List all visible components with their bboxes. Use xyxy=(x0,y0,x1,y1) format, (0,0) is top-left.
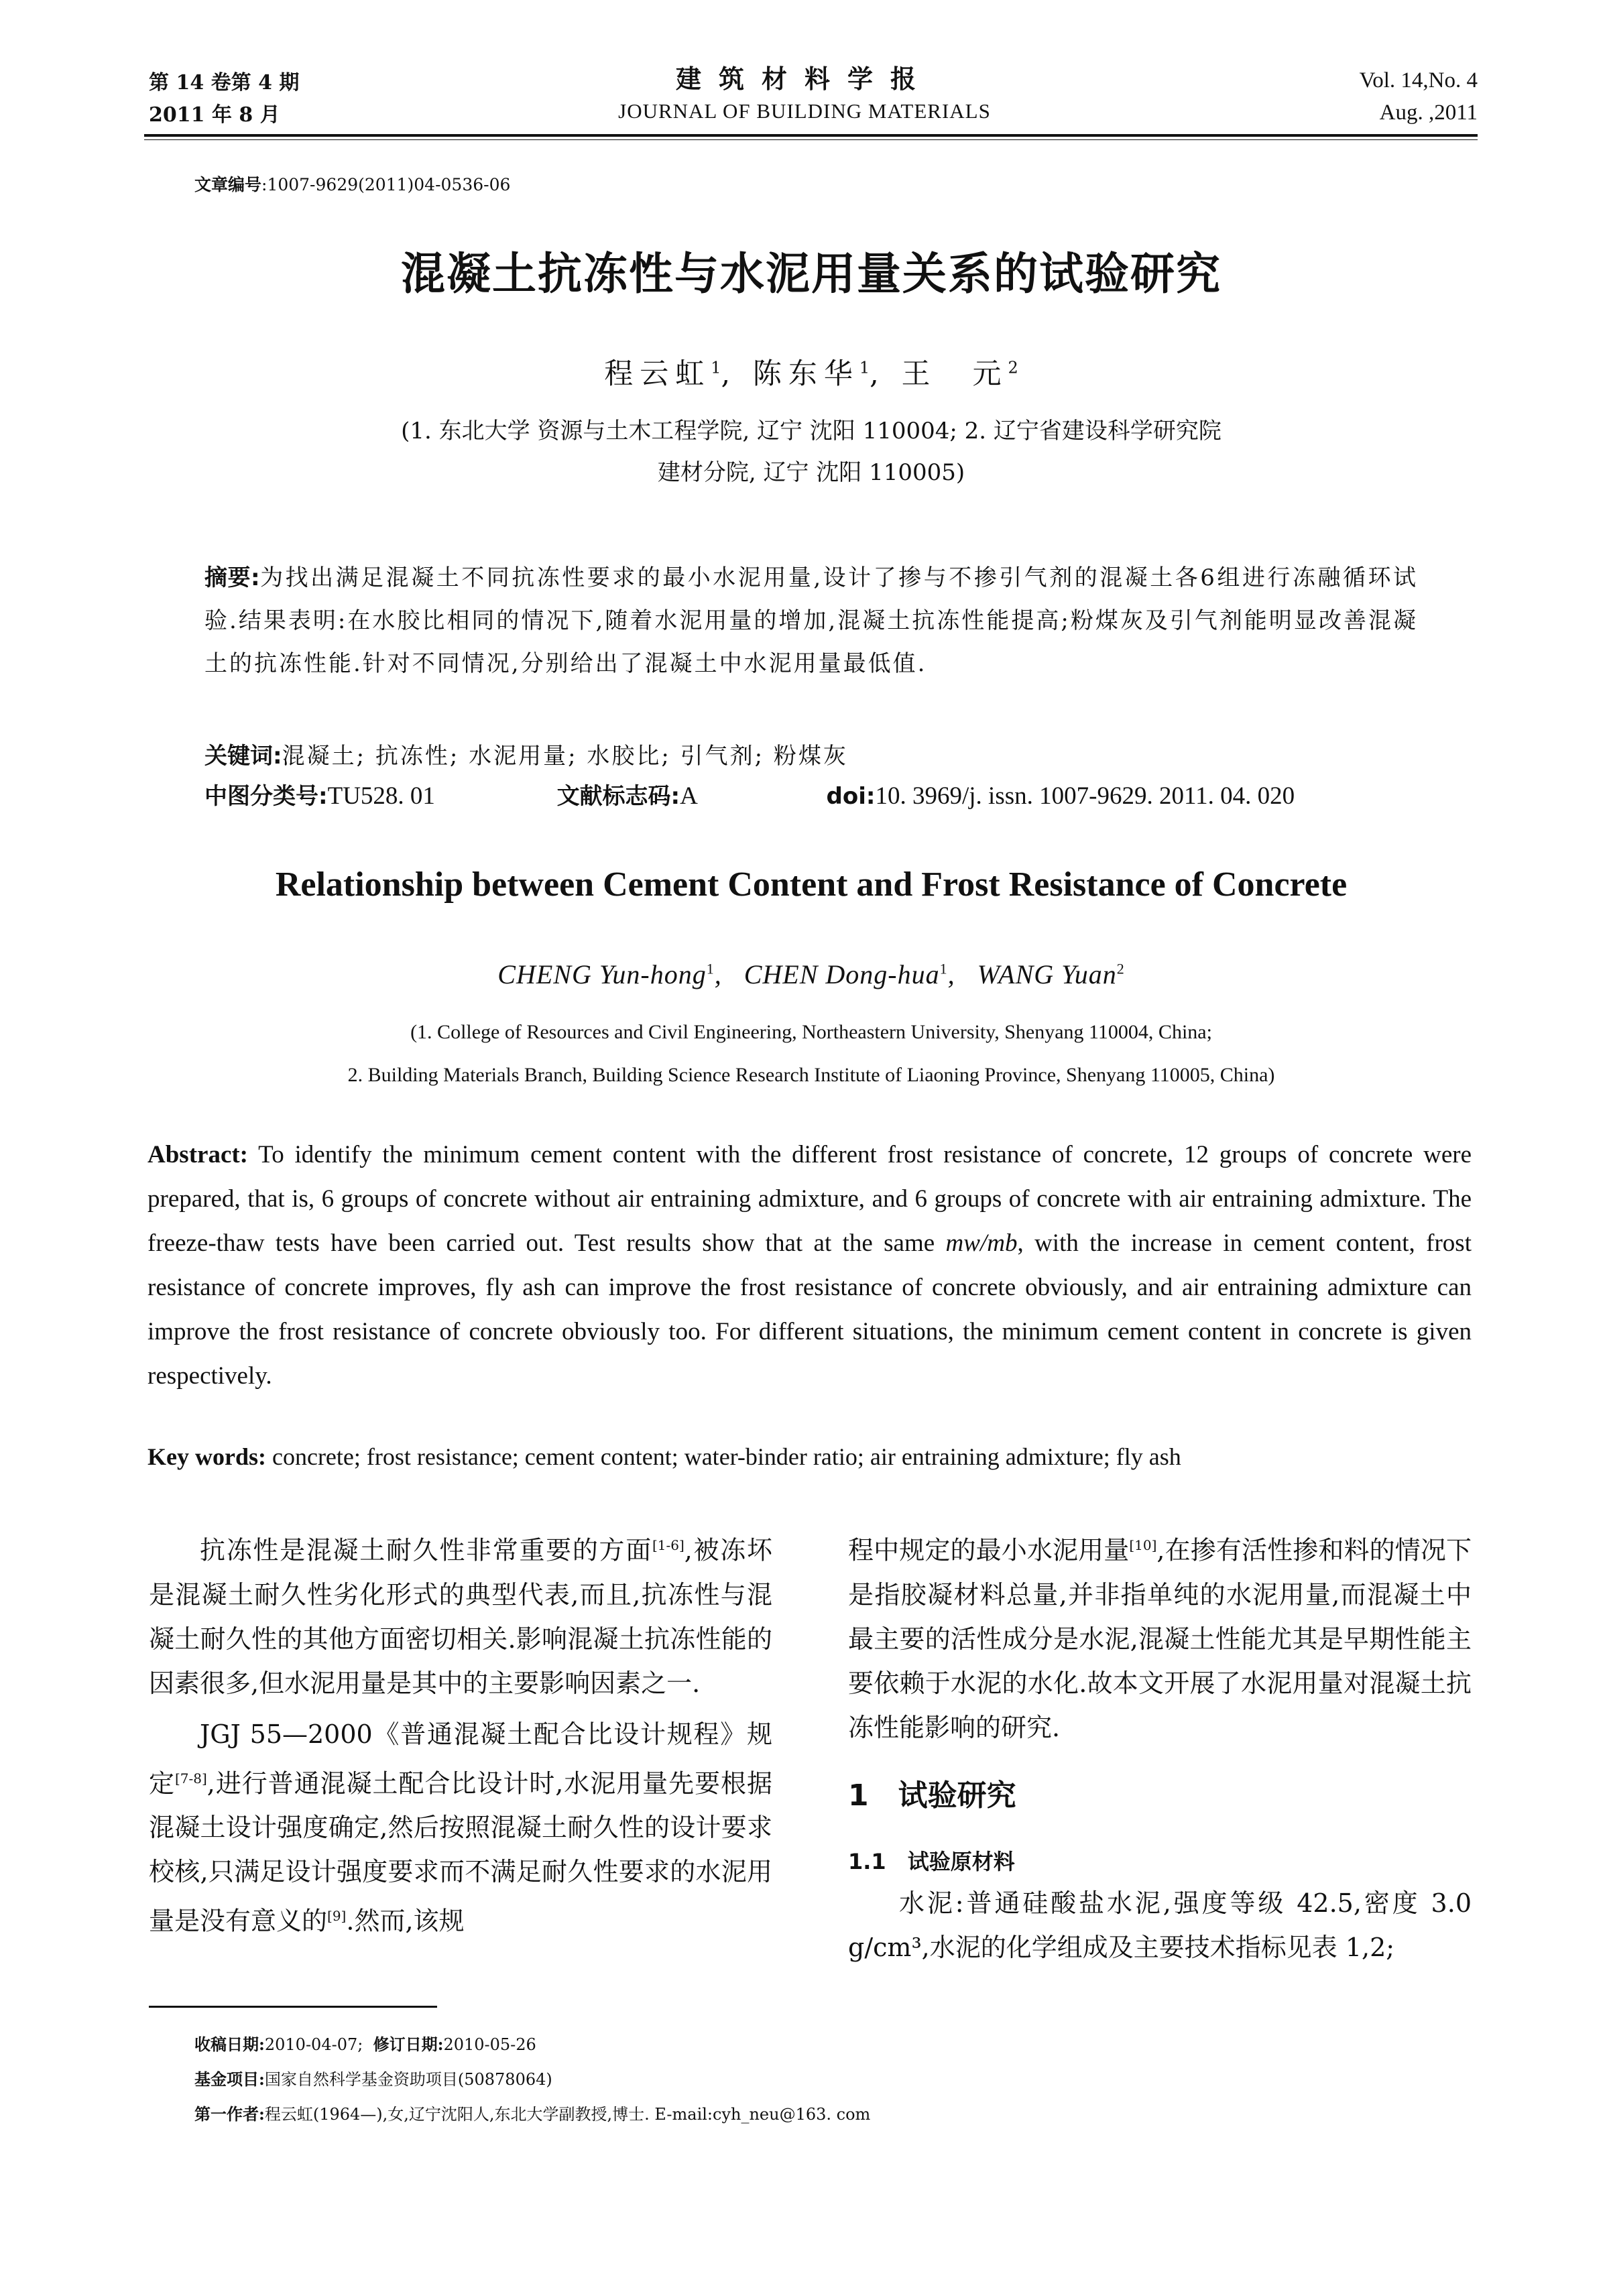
para3-text: 程中规定的最小水泥用量 xyxy=(848,1535,1130,1565)
journal-title xyxy=(469,62,1140,126)
abstract-en xyxy=(147,1133,1472,1398)
fund-label: 基金项目: xyxy=(194,2069,265,2089)
keywords-cn xyxy=(204,737,848,770)
article-number-label: 文章编号 xyxy=(194,175,262,194)
abstract-en-text-2: , with the increase in cement content, frost resistance of concrete improves, fly ash can improve the frost resistance of concrete obviously, and air entraining admixture can improve the frost resistance of concrete obviously too. For different situations, the minimum cement content in concrete is given respectively. xyxy=(147,1229,1472,1390)
abstract-cn-label: 摘要: xyxy=(204,564,260,591)
para3-rest: ,在掺有活性掺和料的情况下是指胶凝材料总量,并非指单纯的水泥用量,而混凝土中最主要的活性成分是水泥,混凝土性能尤其是早期性能主要依赖于水泥的水化.故本文开展了水泥用量对混凝土抗冻性能影响的研究. xyxy=(848,1535,1472,1742)
journal-name-cn: 建筑材料学报 xyxy=(675,64,933,94)
abstract-cn xyxy=(204,556,1418,685)
doi-value: 10. 3969/j. issn. 1007-9629. 2011. 04. 020 xyxy=(875,782,1295,810)
doc-code-value: A xyxy=(680,782,698,810)
first-author-label: 第一作者: xyxy=(194,2104,265,2124)
ref-9: [9] xyxy=(327,1908,347,1925)
author-cn-2-sup: 1 xyxy=(859,358,870,377)
revised-label: 修订日期: xyxy=(373,2035,444,2054)
para1-rest: ,被冻坏是混凝土耐久性劣化形式的典型代表,而且,抗冻性与混凝土耐久性的其他方面密切相关.影响混凝土抗冻性能的因素很多,但水泥用量是其中的主要影响因素之一. xyxy=(149,1535,772,1698)
para2-mid: ,进行普通混凝土配合比设计时,水泥用量先要根据混凝土设计强度确定,然后按照混凝土耐久性的设计要求校核,只满足设计强度要求而不满足耐久性要求的水泥用量是没有意义的 xyxy=(149,1768,772,1936)
keywords-en xyxy=(147,1443,1472,1471)
abstract-en-text-1: To identify the minimum cement content with the different frost resistance of concrete, 12 groups of concrete were prepared, that is, 6 groups of concrete without air entraining admixture, and 6 groups of concrete with air entraining admixture. The freeze-thaw tests have been carried out. Test results show that at the same xyxy=(147,1141,1472,1257)
classification-line xyxy=(204,778,1418,810)
affiliation-en-line1: (1. College of Resources and Civil Engineering, Northeastern University, Shenyang 110004, China; xyxy=(410,1021,1212,1043)
author-cn-2: 陈东华 xyxy=(752,357,859,391)
volume-en: Vol. 14,No. 4 xyxy=(1359,68,1478,93)
received-label: 收稿日期: xyxy=(194,2035,265,2054)
footnote-dates xyxy=(194,2027,536,2062)
ref-10: [10] xyxy=(1129,1537,1157,1553)
affiliation-cn-line2: 建材分院, 辽宁 沈阳 110005) xyxy=(657,459,965,486)
volume-cn: 第 14 卷第 4 期 xyxy=(149,71,300,95)
affiliation-en-line2: 2. Building Materials Branch, Building Science Research Institute of Liaoning Province, Shenyang 110005, China) xyxy=(347,1064,1275,1086)
abstract-cn-text: 为找出满足混凝土不同抗冻性要求的最小水泥用量,设计了掺与不掺引气剂的混凝土各6组进行冻融循环试验.结果表明:在水胶比相同的情况下,随着水泥用量的增加,混凝土抗冻性能提高;粉煤灰及引气剂能明显改善混凝土的抗冻性能.针对不同情况,分别给出了混凝土中水泥用量最低值. xyxy=(204,564,1418,677)
affiliation-cn xyxy=(144,410,1478,493)
author-en-2-sup: 1 xyxy=(939,960,948,977)
subsection-1-1-heading: 1.1 试验原材料 xyxy=(848,1849,1015,1874)
keywords-en-text: concrete; frost resistance; cement content; water-binder ratio; air entraining admixture; fly ash xyxy=(272,1443,1181,1470)
ref-1-6: [1-6] xyxy=(652,1537,684,1553)
body-paragraph-3 xyxy=(848,1523,1472,1750)
body-paragraph-4: 水泥:普通硅酸盐水泥,强度等级 42.5,密度 3.0 g/cm³,水泥的化学组成及主要技术指标见表 1,2; xyxy=(848,1888,1472,1962)
footnote-rule xyxy=(149,2006,437,2008)
title-en: Relationship between Cement Content and Frost Resistance of Concrete xyxy=(275,865,1348,904)
abstract-en-label: Abstract: xyxy=(147,1141,249,1168)
fund-text: 国家自然科学基金资助项目(50878064) xyxy=(264,2070,552,2089)
author-cn-3: 王 元 xyxy=(901,357,1008,391)
received-date: 2010-04-07; xyxy=(264,2035,363,2054)
authors-cn: 程云虹$^1$, 陈东华$^1$, 王 元$^2$ xyxy=(604,357,1018,391)
footnote-author xyxy=(194,2097,870,2132)
header-rule-thick xyxy=(144,134,1478,137)
date-en: Aug. ,2011 xyxy=(1379,101,1478,125)
issue-info-en xyxy=(1360,64,1478,129)
body-left-column xyxy=(149,1523,772,1943)
header-rule-thin xyxy=(144,139,1478,140)
issue-info-cn xyxy=(149,67,299,131)
author-cn-1-sup: 1 xyxy=(711,358,721,377)
keywords-en-label: Key words: xyxy=(147,1443,266,1470)
para2-text: JGJ 55—2000《普通混凝土配合比设计规程》规定 xyxy=(149,1719,772,1799)
authors-en: CHENG Yun-hong$^1$, CHEN Dong-hua$^1$, WANG Yuan$^2$ xyxy=(497,959,1125,989)
keywords-cn-text: 混凝土; 抗冻性; 水泥用量; 水胶比; 引气剂; 粉煤灰 xyxy=(282,743,848,770)
article-number xyxy=(194,172,510,196)
section-1-heading: 1 试验研究 xyxy=(848,1778,1016,1813)
para2-rest: .然而,该规 xyxy=(346,1906,465,1936)
body-paragraph-1 xyxy=(149,1523,772,1705)
author-cn-1: 程云虹 xyxy=(604,357,711,391)
affiliation-cn-line1: (1. 东北大学 资源与土木工程学院, 辽宁 沈阳 110004; 2. 辽宁省建设科学研究院 xyxy=(401,418,1221,444)
author-en-1-sup: 1 xyxy=(706,960,715,977)
date-cn: 2011 年 8 月 xyxy=(149,103,280,127)
doi-label: doi: xyxy=(826,783,876,810)
title-cn: 混凝土抗冻性与水泥用量关系的试验研究 xyxy=(401,248,1221,300)
ref-7-8: [7-8] xyxy=(174,1770,207,1787)
clc-label: 中图分类号: xyxy=(204,783,328,810)
author-en-3: WANG Yuan xyxy=(977,959,1117,989)
clc-value: TU528. 01 xyxy=(327,782,435,810)
body-right-column-2 xyxy=(848,1881,1472,1970)
article-number-value: :1007-9629(2011)04-0536-06 xyxy=(261,175,511,194)
author-cn-3-sup: 2 xyxy=(1008,358,1018,377)
footnote-fund xyxy=(194,2062,552,2097)
body-right-column xyxy=(848,1523,1472,1750)
doc-code-label: 文献标志码: xyxy=(556,783,680,810)
first-author-text: 程云虹(1964—),女,辽宁沈阳人,东北大学副教授,博士. E-mail:cyh_neu@163. com xyxy=(264,2105,871,2124)
affiliation-en xyxy=(144,1011,1478,1097)
author-en-1: CHENG Yun-hong xyxy=(497,959,707,989)
author-en-3-sup: 2 xyxy=(1116,960,1125,977)
revised-date: 2010-05-26 xyxy=(443,2035,536,2054)
water-binder-ratio: mw/mb xyxy=(945,1229,1018,1257)
author-en-2: CHEN Dong-hua xyxy=(743,959,940,989)
keywords-cn-label: 关键词: xyxy=(204,743,282,770)
para1-text: 抗冻性是混凝土耐久性非常重要的方面 xyxy=(200,1535,652,1565)
body-paragraph-2 xyxy=(149,1712,772,1943)
journal-name-en: JOURNAL OF BUILDING MATERIALS xyxy=(618,99,991,123)
